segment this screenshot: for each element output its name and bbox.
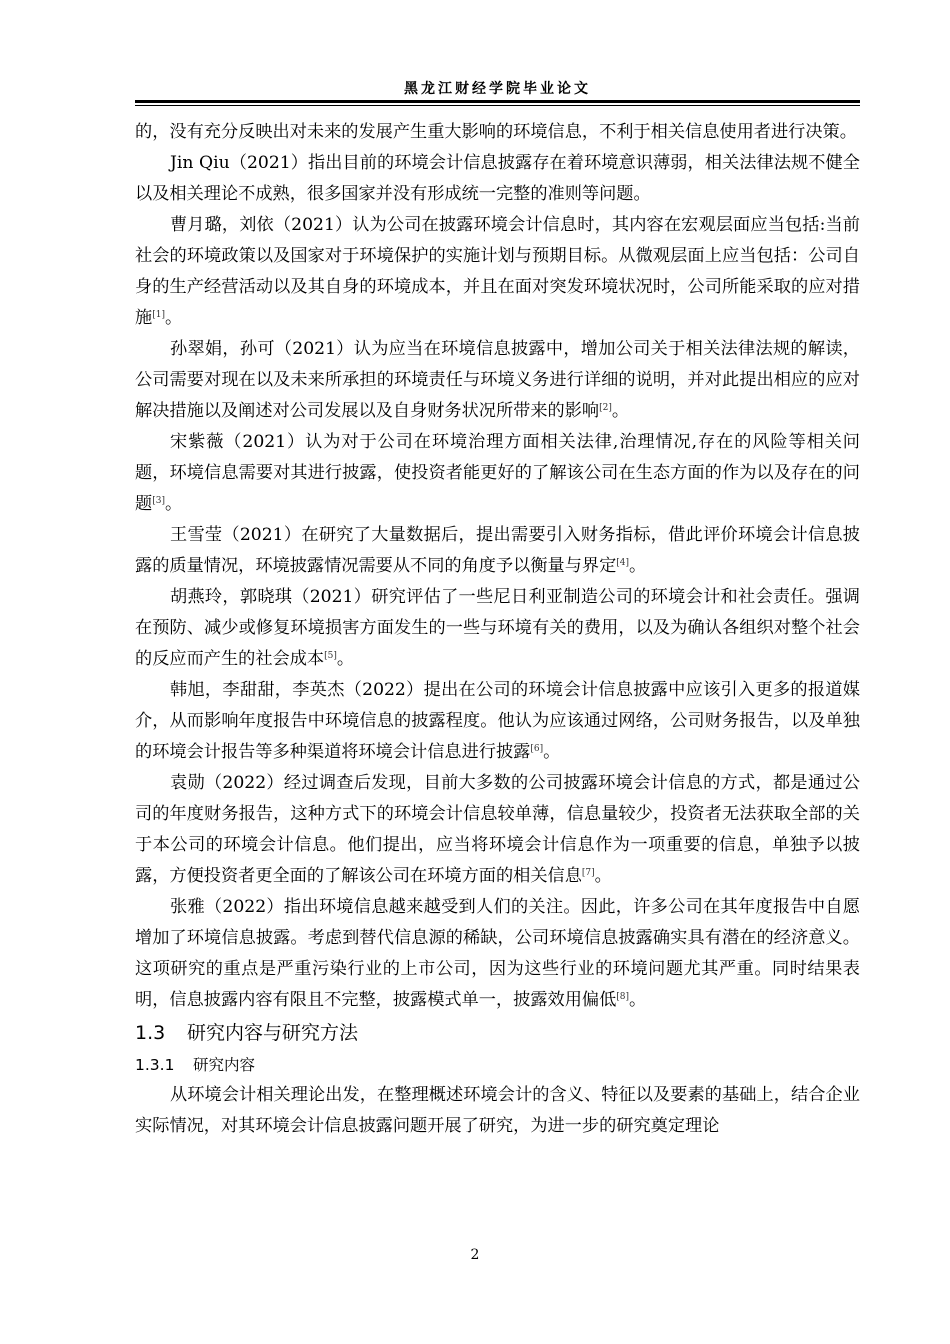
header-rule-thin <box>135 105 860 106</box>
citation: [3] <box>152 496 165 506</box>
paragraph: 孙翠娟，孙可（2021）认为应当在环境信息披露中，增加公司关于相关法律法规的解读，公司需要对现在以及未来所承担的环境责任与环境义务进行详细的说明，并对此提出相应的应对解决措施以及阐述对公司发展以及自身财务状况所带来的影响[2]。 <box>135 339 860 421</box>
citation: [2] <box>599 403 612 413</box>
paragraph: 韩旭，李甜甜，李英杰（2022）提出在公司的环境会计信息披露中应该引入更多的报道媒介，从而影响年度报告中环境信息的披露程度。他认为应该通过网络，公司财务报告，以及单独的环境会计报告等多种渠道将环境会计信息进行披露[6]。 <box>135 680 860 762</box>
paragraph: 从环境会计相关理论出发，在整理概述环境会计的含义、特征以及要素的基础上，结合企业实际情况，对其环境会计信息披露问题开展了研究，为进一步的研究奠定理论 <box>135 1085 860 1136</box>
citation: [1] <box>152 310 165 320</box>
section-title: 研究内容与研究方法 <box>187 1022 359 1044</box>
citation: [4] <box>616 558 630 568</box>
citation: [8] <box>616 992 630 1002</box>
paragraph: 张雅（2022）指出环境信息越来越受到人们的关注。因此，许多公司在其年度报告中自愿增加了环境信息披露。考虑到替代信息源的稀缺，公司环境信息披露确实具有潜在的经济意义。这项研究的重点是严重污染行业的上市公司，因为这些行业的环境问题尤其严重。同时结果表明，信息披露内容有限且不完整，披露模式单一，披露效用偏低[8]。 <box>135 897 860 1010</box>
paragraph: 曹月璐，刘依（2021）认为公司在披露环境会计信息时，其内容在宏观层面应当包括:当前社会的环境政策以及国家对于环境保护的实施计划与预期目标。从微观层面上应当包括：公司自身的生产经营活动以及其自身的环境成本，并且在面对突发环境状况时，公司所能采取的应对措施[1]。 <box>135 215 860 328</box>
citation: [7] <box>581 868 595 878</box>
subsection-title: 研究内容 <box>193 1056 256 1074</box>
paragraph: 王雪莹（2021）在研究了大量数据后，提出需要引入财务指标，借此评价环境会计信息披露的质量情况，环境披露情况需要从不同的角度予以衡量与界定[4]。 <box>135 525 860 576</box>
subsection-heading <box>135 1050 860 1080</box>
paragraph: 胡燕玲，郭晓琪（2021）研究评估了一些尼日利亚制造公司的环境会计和社会责任。强调在预防、减少或修复环境损害方面发生的一些与环境有关的费用，以及为确认各组织对整个社会的反应而产生的社会成本[5]。 <box>135 587 860 669</box>
section-number: 1.3 <box>135 1022 166 1044</box>
header-rule-thick <box>135 100 860 103</box>
page-body <box>135 117 860 1142</box>
paragraph: 袁勋（2022）经过调查后发现，目前大多数的公司披露环境会计信息的方式，都是通过公司的年度财务报告，这种方式下的环境会计信息较单薄，信息量较少，投资者无法获取全部的关于本公司的环境会计信息。他们提出，应当将环境会计信息作为一项重要的信息，单独予以披露，方便投资者更全面的了解该公司在环境方面的相关信息[7]。 <box>135 773 860 886</box>
paragraph: 宋紫薇（2021）认为对于公司在环境治理方面相关法律,治理情况,存在的风险等相关问题，环境信息需要对其进行披露，使投资者能更好的了解该公司在生态方面的作为以及存在的问题[3]。 <box>135 432 860 514</box>
page-header: 黑龙江财经学院毕业论文 <box>404 81 591 97</box>
citation: [6] <box>530 744 544 754</box>
paragraph: 的，没有充分反映出对未来的发展产生重大影响的环境信息，不利于相关信息使用者进行决策。 <box>135 122 857 142</box>
subsection-number: 1.3.1 <box>135 1056 175 1074</box>
paragraph: Jin Qiu（2021）指出目前的环境会计信息披露存在着环境意识薄弱，相关法律法规不健全以及相关理论不成熟，很多国家并没有形成统一完整的准则等问题。 <box>135 153 860 204</box>
citation: [5] <box>324 651 337 661</box>
section-heading <box>135 1016 860 1050</box>
page-number: 2 <box>470 1247 480 1263</box>
